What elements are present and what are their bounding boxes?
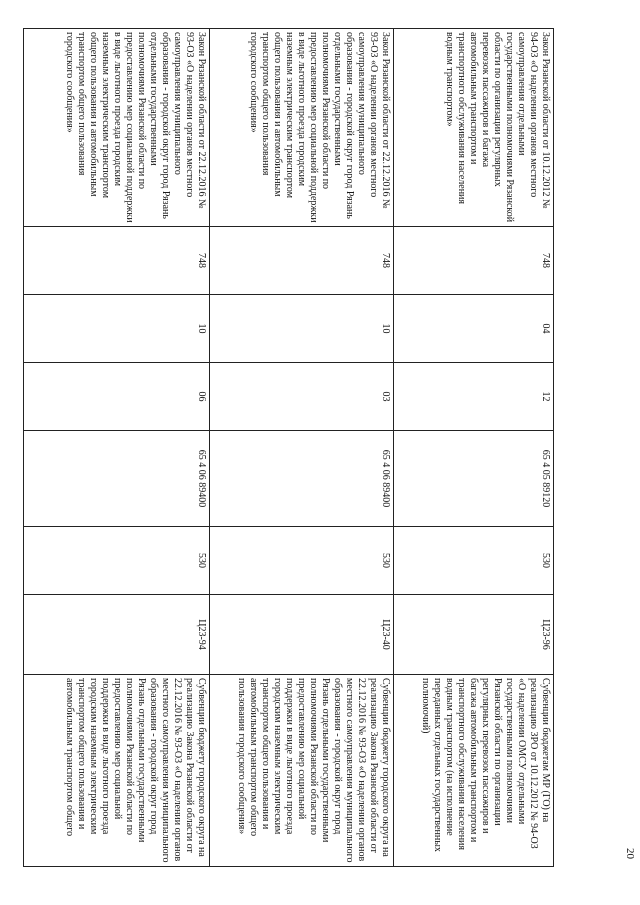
description-cell: Субвенции бюджетам МР (ГО) на реализацию ЗРО от 10.12.2012 № 94-ОЗ «О наделении ОМСУ отдельными государственными полномочиями Рязанской области по организации регулярных перевозок пассажиров и багажа автомобильным транспортом и транспортного обслуживания населения водным транспортом (на исполнение переданных отдельных государственных полномочий) xyxy=(394,675,554,867)
subsection-cell: 03 xyxy=(210,363,394,431)
law-cell: Закон Рязанской области от 10.12.2012 № 94-ОЗ «О наделении органов местного самоуправления отдельными государственными полномочиями Рязанской области по организации регулярных перевозок пассажиров и багажа автомобильным транспортом и транспортного обслуживания населения водным транспортом» xyxy=(394,29,554,227)
target-article-cell: 65 4 06 89400 xyxy=(210,431,394,527)
code-cell: 748 xyxy=(210,227,394,295)
section-cell: 04 xyxy=(394,295,554,363)
purpose-code-cell: Ц23-40 xyxy=(210,595,394,675)
subsection-cell: 12 xyxy=(394,363,554,431)
subsection-cell: 06 xyxy=(24,363,210,431)
section-cell: 10 xyxy=(210,295,394,363)
description-cell: Субвенции бюджету городского округа на реализацию Закона Рязанской области от 22.12.2016 № 93-ОЗ «О наделении органов местного самоуправления муниципального образования - городской округ город Рязань отдельными государственными полномочиями Рязанской области по предоставлению мер социальной поддержки в виде льготного проезда городским наземным электрическим транспортом общего пользования и автомобильным транспортом общего xyxy=(24,675,210,867)
code-cell: 748 xyxy=(24,227,210,295)
budget-table xyxy=(23,28,554,867)
page-number: 20 xyxy=(624,848,636,859)
table-row xyxy=(394,29,554,867)
table-row xyxy=(210,29,394,867)
purpose-code-cell: Ц23-94 xyxy=(24,595,210,675)
target-article-cell: 65 4 06 89400 xyxy=(24,431,210,527)
purpose-code-cell: Ц23-96 xyxy=(394,595,554,675)
law-cell: Закон Рязанской области от 22.12.2016 № 93-ОЗ «О наделении органов местного самоуправления муниципального образования - городской округ город Рязань отдельными государственными полномочиями Рязанской области по предоставлению мер социальной поддержки в виде льготного проезда городским наземным электрическим транспортом общего пользования и автомобильным транспортом общего пользования городского сообщения» xyxy=(24,29,210,227)
law-cell: Закон Рязанской области от 22.12.2016 № 93-ОЗ «О наделении органов местного самоуправления муниципального образования - городской округ город Рязань отдельными государственными полномочиями Рязанской области по предоставлению мер социальной поддержки в виде льготного проезда городским наземным электрическим транспортом общего пользования и автомобильным транспортом общего пользования городского сообщения» xyxy=(210,29,394,227)
expense-type-cell: 530 xyxy=(394,527,554,595)
description-cell: Субвенции бюджету городского округа на реализацию Закона Рязанской области от 22.12.2016 № 93-ОЗ «О наделении органов местного самоуправления муниципального образования - городской округ город Рязань отдельными государственными полномочиями Рязанской области по предоставлению мер социальной поддержки в виде льготного проезда городским наземным электрическим транспортом общего пользования и автомобильным транспортом общего пользования городского сообщения» xyxy=(210,675,394,867)
section-cell: 10 xyxy=(24,295,210,363)
table-row xyxy=(24,29,210,867)
code-cell: 748 xyxy=(394,227,554,295)
target-article-cell: 65 4 05 89120 xyxy=(394,431,554,527)
expense-type-cell: 530 xyxy=(24,527,210,595)
expense-type-cell: 530 xyxy=(210,527,394,595)
